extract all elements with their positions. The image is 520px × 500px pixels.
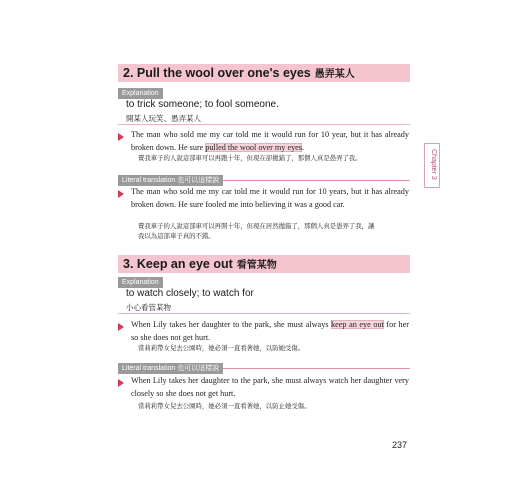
section-title-en: 2. Pull the wool over one's eyes xyxy=(123,66,311,80)
bullet-arrow-icon xyxy=(118,133,124,141)
chapter-tab-label: Chapter 3 xyxy=(430,148,437,180)
explanation-label: Explanation xyxy=(118,277,163,288)
literal-zh-line-1: 賣我車子的人說這部車可以再開十年，但現在居然拋錨了，那個人真是愚弄了我，讓 xyxy=(138,222,375,230)
section-title-en: 3. Keep an eye out xyxy=(123,257,233,271)
bullet-arrow-icon xyxy=(118,379,124,387)
definition-en: to watch closely; to watch for xyxy=(126,288,254,299)
section-title-zh: 愚弄某人 xyxy=(314,69,355,80)
literal-zh-line-1: 當莉莉帶女兒去公園時，她必須一直看著她，以防止她受傷。 xyxy=(138,402,311,410)
literal-en: The man who sold me my car told me it would run for 10 years, but it has already broken down. He sure fooled me into believing it was a good car. xyxy=(131,187,409,209)
definition-en: to trick someone; to fool someone. xyxy=(126,99,279,110)
example-zh: 當莉莉帶女兒去公園時，她必須一直看著她，以防她受傷。 xyxy=(138,344,305,352)
section-heading-bar xyxy=(118,255,410,273)
divider xyxy=(118,313,410,314)
literal-zh-line-2: 我以為這部車子真的不錯。 xyxy=(138,232,215,240)
section-heading-bar xyxy=(118,64,410,82)
idiom-section-3 xyxy=(118,255,410,430)
divider xyxy=(118,124,410,125)
page-number: 237 xyxy=(392,440,408,450)
highlighted-idiom: keep an eye out xyxy=(331,320,384,329)
section-title-zh: 看管某物 xyxy=(236,260,277,271)
definition-zh: 小心看管某物 xyxy=(126,303,171,312)
section-title xyxy=(123,65,355,80)
example-en: When Lily takes her daughter to the park, she must always keep an eye out for her so she does not get hurt. xyxy=(131,320,409,342)
example-en: The man who sold me my car told me it would run for 10 year, but it has already broken down. He sure pulled the wool over my eyes. xyxy=(131,130,409,152)
literal-translation-label: Literal translation 也可以這樣說 xyxy=(118,175,223,186)
bullet-arrow-icon xyxy=(118,190,124,198)
highlighted-idiom: pulled the wool over my eyes xyxy=(205,142,302,152)
definition-zh: 開某人玩笑、愚弄某人 xyxy=(126,114,201,123)
bullet-arrow-icon xyxy=(118,323,124,331)
idiom-section-2 xyxy=(118,64,410,254)
section-title xyxy=(123,256,277,271)
example-zh: 賣我車子的人說這部車可以再跑十年，但現在卻拋錨了，那個人真是愚弄了我。 xyxy=(138,154,362,162)
literal-en: When Lily takes her daughter to the park, she must always watch her daughter very closely so she does not get hurt. xyxy=(131,376,409,398)
explanation-label: Explanation xyxy=(118,88,163,99)
literal-translation-label: Literal translation 也可以這樣說 xyxy=(118,363,223,374)
